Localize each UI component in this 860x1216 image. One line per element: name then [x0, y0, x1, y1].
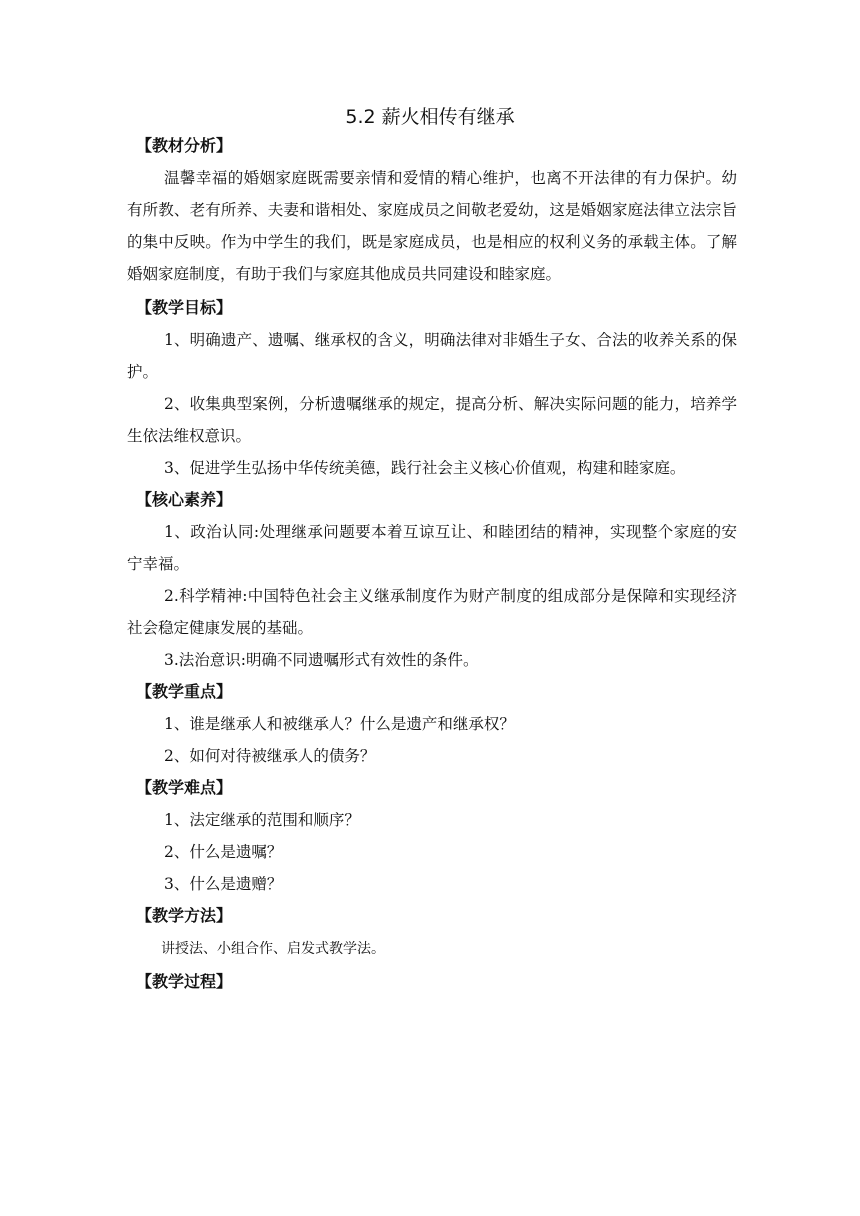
- difficulty-item-1: 1、法定继承的范围和顺序？: [164, 811, 360, 829]
- document-body: [127, 130, 737, 998]
- goal-item-3: 3、促进学生弘扬中华传统美德，践行社会主义核心价值观，构建和睦家庭。: [164, 459, 686, 477]
- section-heading-difficulties: 【教学难点】: [136, 778, 233, 797]
- difficulty-item-2: 2、什么是遗嘱？: [164, 843, 283, 861]
- section-heading-process: 【教学过程】: [136, 972, 233, 991]
- methods-text: 讲授法、小组合作、启发式教学法。: [161, 941, 385, 957]
- goal-item-1: 1、明确遗产、遗嘱、继承权的含义，明确法律对非婚生子女、合法的收养关系的保护。: [127, 331, 737, 381]
- section-heading-goals: 【教学目标】: [136, 298, 233, 317]
- section-heading-key-points: 【教学重点】: [136, 682, 233, 701]
- section-heading-methods: 【教学方法】: [136, 906, 233, 925]
- section-heading-analysis: 【教材分析】: [136, 136, 233, 155]
- key-point-item-1: 1、谁是继承人和被继承人？什么是遗产和继承权？: [164, 715, 515, 733]
- document-title: 5.2 薪火相传有继承: [345, 106, 515, 128]
- literacy-item-1: 1、政治认同:处理继承问题要本着互谅互让、和睦团结的精神，实现整个家庭的安宁幸福。: [127, 523, 737, 573]
- section-heading-literacy: 【核心素养】: [136, 490, 233, 509]
- goal-item-2: 2、收集典型案例，分析遗嘱继承的规定，提高分析、解决实际问题的能力，培养学生依法维权意识。: [127, 395, 737, 445]
- difficulty-item-3: 3、什么是遗赠？: [164, 875, 283, 893]
- literacy-item-2: 2.科学精神:中国特色社会主义继承制度作为财产制度的组成部分是保障和实现经济社会稳定健康发展的基础。: [127, 587, 737, 637]
- literacy-item-3: 3.法治意识:明确不同遗嘱形式有效性的条件。: [164, 651, 479, 669]
- key-point-item-2: 2、如何对待被继承人的债务？: [164, 747, 376, 765]
- analysis-paragraph: 温馨幸福的婚姻家庭既需要亲情和爱情的精心维护，也离不开法律的有力保护。幼有所教、老有所养、夫妻和谐相处、家庭成员之间敬老爱幼，这是婚姻家庭法律立法宗旨的集中反映。作为中学生的我们，既是家庭成员，也是相应的权利义务的承载主体。了解婚姻家庭制度，有助于我们与家庭其他成员共同建设和睦家庭。: [127, 169, 737, 283]
